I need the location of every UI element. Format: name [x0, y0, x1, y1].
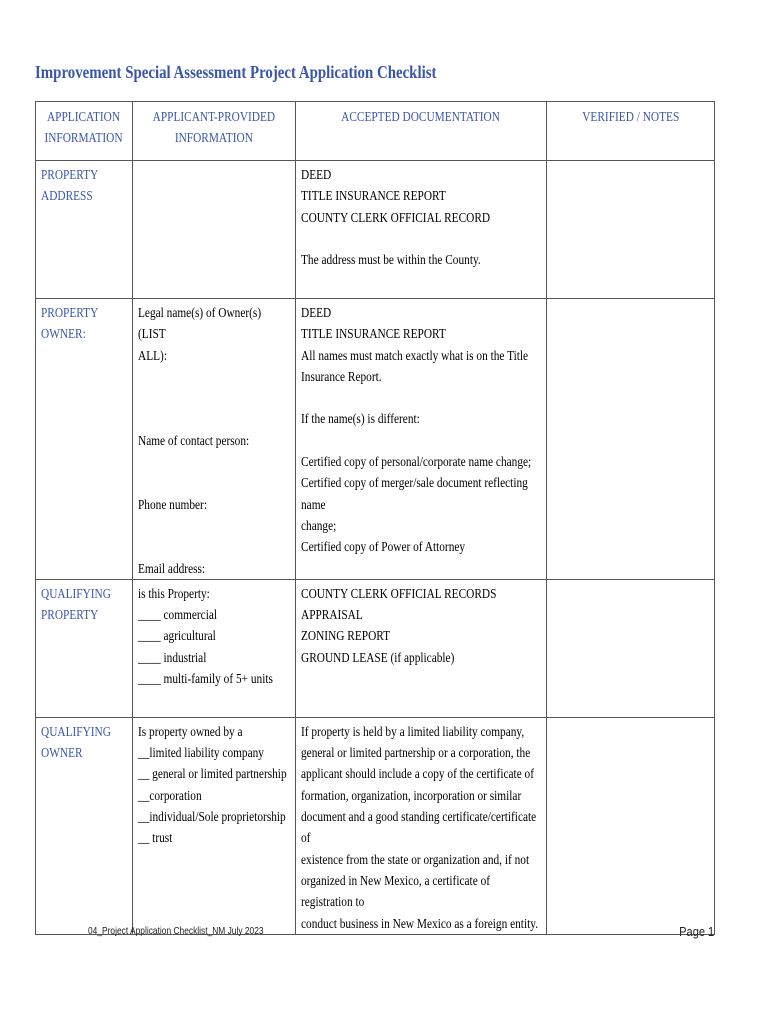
applicant-provided-cell-line: [138, 536, 291, 557]
accepted-docs-cell-line: general or limited partnership or a corporation, the: [301, 745, 531, 761]
accepted-docs-cell-line: [301, 387, 542, 408]
page-title: Improvement Special Assessment Project Application Checklist: [35, 62, 437, 82]
accepted-docs-cell-line: Certified copy of Power of Attorney: [301, 539, 466, 555]
checklist-table: [35, 101, 715, 935]
accepted-docs-cell-line: document and a good standing certificate/certificate of: [301, 809, 537, 846]
row-label-line: PROPERTY: [41, 305, 99, 320]
header-applicant-provided-information: APPLICANT-PROVIDED INFORMATION: [133, 102, 296, 161]
applicant-provided-cell-line: [138, 515, 291, 536]
row-label-line: PROPERTY: [41, 167, 99, 182]
applicant-provided-cell-line: __individual/Sole proprietorship: [138, 809, 286, 825]
accepted-docs-cell-line: applicant should include a copy of the certificate of: [301, 766, 535, 782]
applicant-provided-cell: [133, 717, 296, 934]
applicant-provided-cell: [133, 299, 296, 580]
applicant-provided-cell-line: is this Property:: [138, 585, 210, 601]
applicant-provided-cell-line: [138, 451, 291, 472]
applicant-provided-cell-line: Is property owned by a: [138, 723, 243, 739]
accepted-docs-cell-line: existence from the state or organization and, if not: [301, 851, 530, 867]
applicant-provided-cell: [133, 579, 296, 717]
row-label-line: OWNER: [41, 745, 83, 761]
header-verified-notes: VERIFIED / NOTES: [547, 102, 715, 161]
accepted-docs-cell-line: TITLE INSURANCE REPORT: [301, 188, 446, 204]
applicant-provided-cell-line: Legal name(s) of Owner(s) (LIST: [138, 305, 262, 342]
applicant-provided-cell-line: ____ multi-family of 5+ units: [138, 671, 273, 687]
applicant-provided-cell-line: [138, 366, 291, 387]
row-label: [36, 579, 133, 717]
accepted-docs-cell: [296, 161, 547, 299]
accepted-docs-cell-line: If property is held by a limited liability company,: [301, 723, 525, 739]
table-row: [36, 161, 715, 299]
applicant-provided-cell-line: [138, 408, 291, 429]
row-label: [36, 161, 133, 299]
accepted-docs-cell-line: The address must be within the County.: [301, 252, 481, 268]
table-row: [36, 717, 715, 934]
table-row: [36, 299, 715, 580]
verified-notes-cell[interactable]: [547, 579, 715, 717]
accepted-docs-cell-line: APPRAISAL: [301, 607, 363, 623]
accepted-docs-cell-line: GROUND LEASE (if applicable): [301, 649, 455, 665]
table-header-row: [36, 102, 715, 161]
header-application-information: APPLICATION INFORMATION: [36, 102, 133, 161]
accepted-docs-cell-line: [301, 430, 542, 451]
accepted-docs-cell-line: [301, 228, 542, 249]
applicant-provided-cell-line: ____ agricultural: [138, 628, 216, 644]
accepted-docs-cell-line: All names must match exactly what is on the Title: [301, 347, 529, 363]
row-label-line: OWNER:: [41, 326, 86, 342]
accepted-docs-cell: [296, 579, 547, 717]
applicant-provided-cell: [133, 161, 296, 299]
accepted-docs-cell-line: Insurance Report.: [301, 368, 382, 384]
applicant-provided-cell-line: ____ industrial: [138, 649, 207, 665]
row-label: [36, 299, 133, 580]
accepted-docs-cell-line: DEED: [301, 167, 332, 182]
accepted-docs-cell-line: Certified copy of merger/sale document reflecting name: [301, 475, 528, 512]
row-label-line: QUALIFYING: [41, 723, 111, 739]
footer-text: 04_Project Application Checklist_NM July 2023: [88, 925, 264, 937]
applicant-provided-cell-line: Phone number:: [138, 496, 207, 512]
accepted-docs-cell-line: formation, organization, incorporation or similar: [301, 787, 522, 803]
accepted-docs-cell-line: COUNTY CLERK OFFICIAL RECORD: [301, 209, 491, 225]
accepted-docs-cell: [296, 717, 547, 934]
applicant-provided-cell-line: __ trust: [138, 830, 173, 846]
applicant-provided-cell-line: Email address:: [138, 560, 206, 576]
accepted-docs-cell-line: If the name(s) is different:: [301, 411, 420, 427]
accepted-docs-cell-line: DEED: [301, 305, 332, 320]
applicant-provided-cell-line: Name of contact person:: [138, 432, 250, 448]
header-accepted-documentation: ACCEPTED DOCUMENTATION: [296, 102, 547, 161]
accepted-docs-cell-line: conduct business in New Mexico as a foreign entity.: [301, 915, 539, 931]
applicant-provided-cell-line: ALL):: [138, 347, 167, 363]
applicant-provided-cell-line: __ general or limited partnership: [138, 766, 287, 782]
row-label-line: ADDRESS: [41, 188, 93, 204]
row-label-line: QUALIFYING: [41, 585, 111, 601]
row-label: [36, 717, 133, 934]
page-number: Page 1: [678, 924, 714, 939]
accepted-docs-cell-line: COUNTY CLERK OFFICIAL RECORDS: [301, 585, 497, 601]
row-label-line: PROPERTY: [41, 607, 99, 623]
applicant-provided-cell-line: ____ commercial: [138, 607, 218, 623]
applicant-provided-cell-line: __limited liability company: [138, 745, 264, 761]
verified-notes-cell[interactable]: [547, 299, 715, 580]
accepted-docs-cell-line: TITLE INSURANCE REPORT: [301, 326, 446, 342]
accepted-docs-cell-line: organized in New Mexico, a certificate of registration to: [301, 872, 491, 910]
applicant-provided-cell-line: [138, 472, 291, 493]
applicant-provided-cell-line: __corporation: [138, 787, 202, 803]
verified-notes-cell[interactable]: [547, 717, 715, 934]
table-row: [36, 579, 715, 717]
accepted-docs-cell-line: change;: [301, 517, 337, 533]
applicant-provided-cell-line: [138, 387, 291, 408]
accepted-docs-cell-line: Certified copy of personal/corporate name change;: [301, 454, 532, 470]
accepted-docs-cell: [296, 299, 547, 580]
accepted-docs-cell-line: ZONING REPORT: [301, 628, 391, 644]
verified-notes-cell[interactable]: [547, 161, 715, 299]
